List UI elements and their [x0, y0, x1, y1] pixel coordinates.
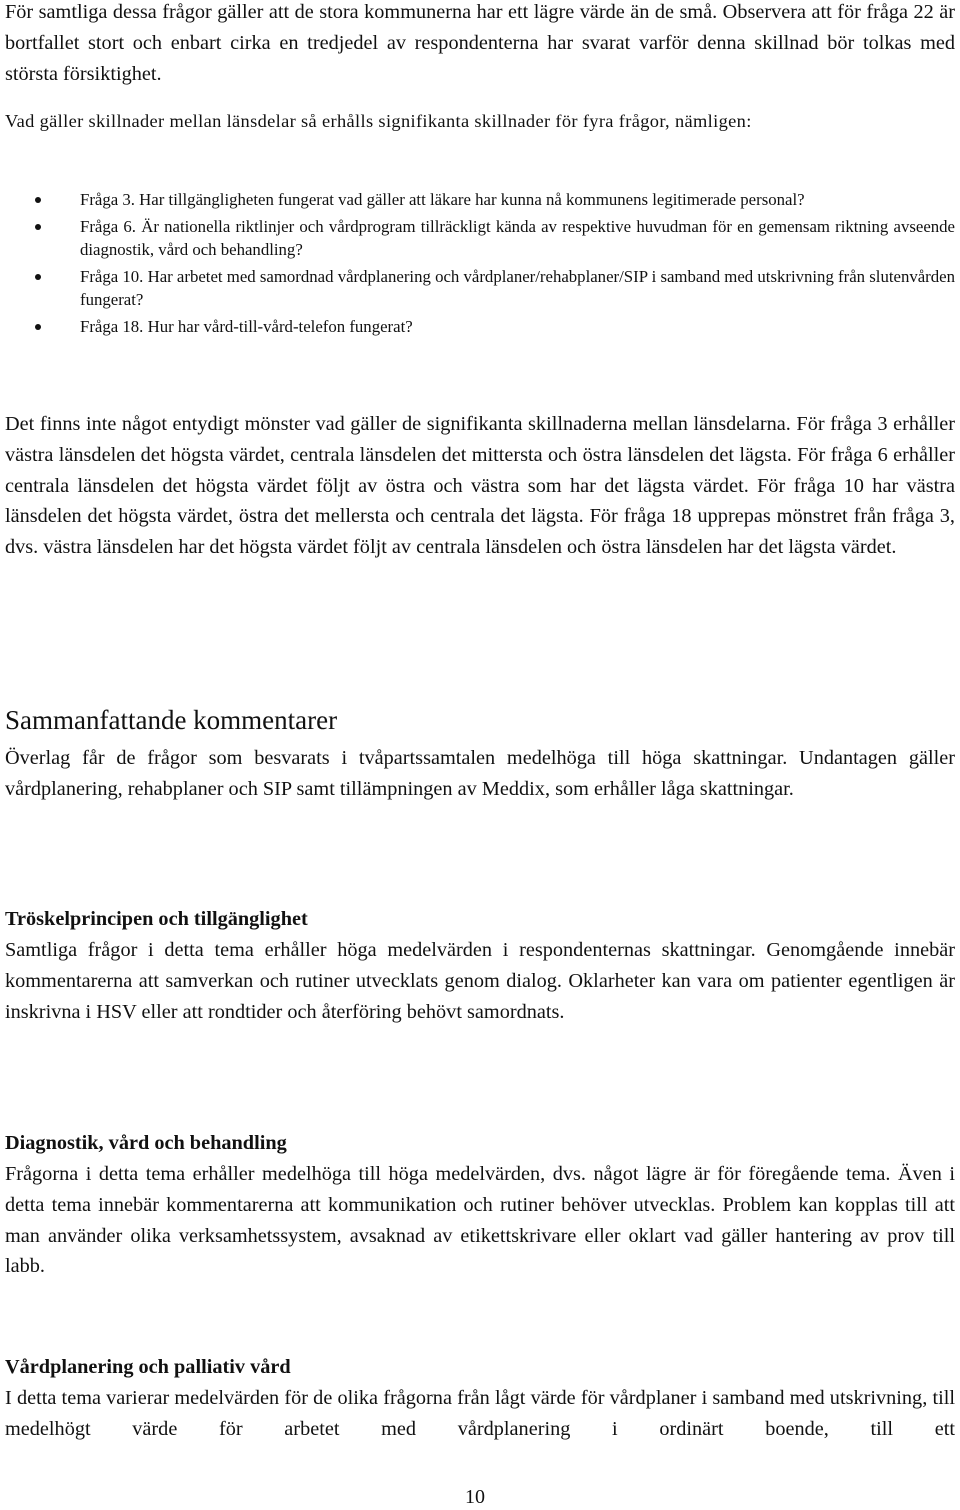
list-item: Fråga 3. Har tillgängligheten fungerat vad gäller att läkare har kunna nå kommunens legitimerade personal?: [5, 188, 955, 212]
list-item: Fråga 10. Har arbetet med samordnad vårdplanering och vårdplaner/rehabplaner/SIP i samband med utskrivning från slutenvården fungerat?: [5, 265, 955, 312]
section-paragraph: Samtliga frågor i detta tema erhåller höga medelvärden i respondenternas skattningar. Genomgående innebär kommentarerna att samverkan och rutiner utvecklats genom dialog. Oklarheter kan vara om patienter egentligen är inskrivna i HSV eller att rondtider och återföring behövt samordnats.: [5, 939, 955, 1023]
section-heading: Diagnostik, vård och behandling: [5, 1132, 287, 1154]
section-heading: Tröskelprincipen och tillgänglighet: [5, 908, 308, 930]
intro-paragraph: För samtliga dessa frågor gäller att de stora kommunerna har ett lägre värde än de små. Observera att för fråga 22 är bortfallet stort och enbart cirka en tredjedel av respondenterna har svarat varför denna skillnad bör tolkas med största försiktighet.: [5, 1, 955, 85]
section-paragraph: Frågorna i detta tema erhåller medelhöga till höga medelvärden, dvs. något lägre är för föregående tema. Även i detta tema innebär kommentarerna att kommunikation och rutiner behöver utvecklas. Problem kan kopplas till att man använder olika verksamhetssystem, avsaknad av etikettskrivare eller oklart vad gäller hantering av prov till labb.: [5, 1163, 955, 1278]
question-list: [5, 188, 955, 342]
section-paragraph: I detta tema varierar medelvärden för de olika frågorna från lågt värde för vårdplaner i samband med utskrivning, till medelhögt värde för arbetet med vårdplanering i ordinärt boende, till ett: [5, 1387, 955, 1440]
section-heading: Vårdplanering och palliativ vård: [5, 1356, 291, 1378]
list-item: Fråga 6. Är nationella riktlinjer och vårdprogram tillräckligt kända av respektive huvudman för en gemensam riktning avseende diagnostik, vård och behandling?: [5, 215, 955, 262]
list-item: Fråga 18. Hur har vård-till-vård-telefon fungerat?: [5, 315, 955, 339]
page-number: 10: [465, 1486, 485, 1508]
lansdelar-paragraph: Vad gäller skillnader mellan länsdelar så erhålls signifikanta skillnader för fyra frågor, nämligen:: [5, 111, 752, 131]
summary-heading: Sammanfattande kommentarer: [5, 705, 338, 735]
regional-analysis-paragraph: Det finns inte något entydigt mönster vad gäller de signifikanta skillnaderna mellan länsdelarna. För fråga 3 erhåller västra länsdelen det högsta värdet, centrala länsdelen det mittersta och östra länsdelen det lägsta. För fråga 6 erhåller centrala länsdelen det högsta värdet följt av östra och västra som har det lägsta värdet. För fråga 10 har västra länsdelen det högsta värdet, östra det mellersta och centrala det lägsta. För fråga 18 upprepas mönstret från fråga 3, dvs. västra länsdelen har det högsta värdet följt av centrala länsdelen och östra länsdelen har det lägsta värdet.: [5, 413, 955, 559]
summary-paragraph: Överlag får de frågor som besvarats i tvåpartssamtalen medelhöga till höga skattningar. Undantagen gäller vårdplanering, rehabplaner och SIP samt tillämpningen av Meddix, som erhåller låga skattningar.: [5, 747, 955, 800]
